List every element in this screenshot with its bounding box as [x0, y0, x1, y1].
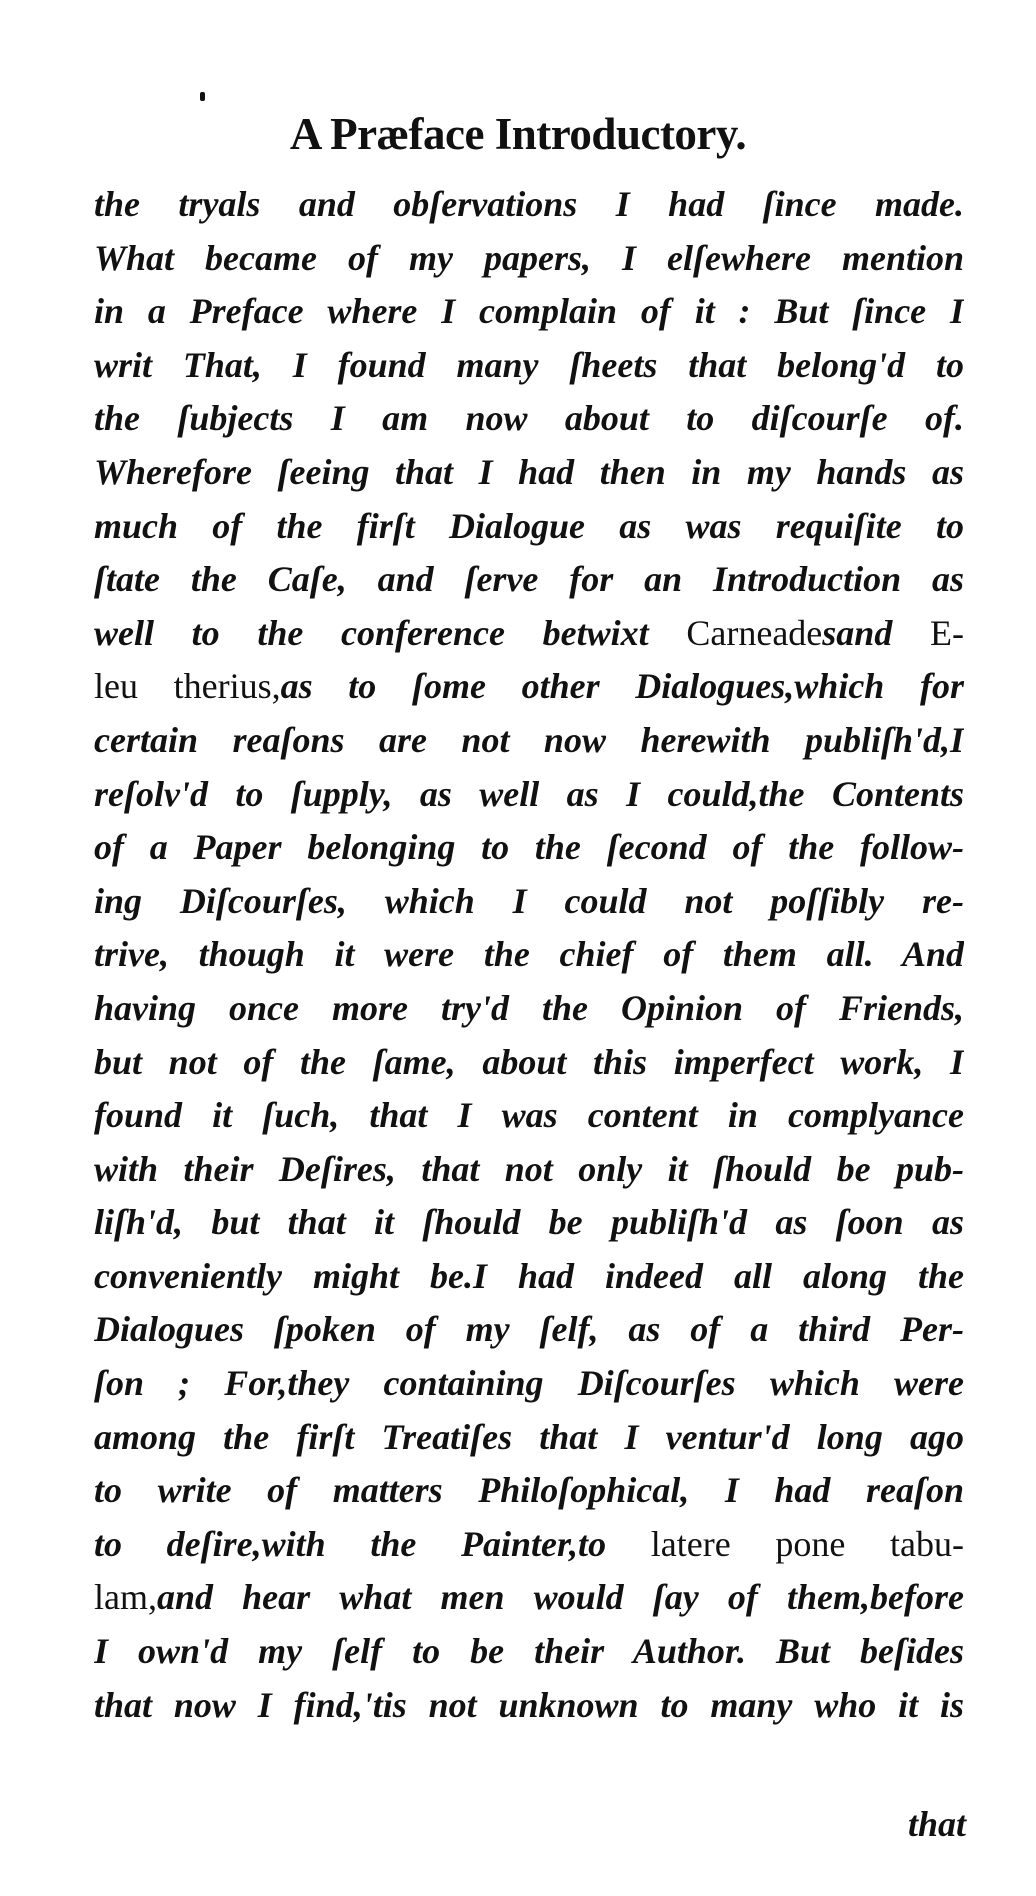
text-run: What became of my papers, I elſewhere mention — [94, 237, 964, 278]
text-run: among the firſt Treatiſes that I ventur'd long ago — [94, 1416, 964, 1457]
text-run: liſh'd, but that it ſhould be publiſh'd as ſoon as — [94, 1202, 964, 1243]
text-run: conveniently might be.I had indeed all along the — [94, 1255, 964, 1296]
text-line — [94, 607, 964, 661]
ink-speck — [200, 92, 205, 101]
text-line — [94, 1303, 964, 1357]
text-run: that now I find,'tis not unknown to many who it is — [94, 1684, 964, 1725]
text-run: ing Diſcourſes, which I could not poſſibly re- — [94, 880, 964, 921]
text-run: much of the firſt Dialogue as was requiſite to — [94, 505, 964, 546]
text-line — [94, 1411, 964, 1465]
page-header: A Præface Introductory. — [289, 109, 747, 159]
text-line — [94, 1250, 964, 1304]
text-run: reſolv'd to ſupply, as well as I could,the Contents — [94, 773, 964, 814]
text-line — [94, 392, 964, 446]
text-run: to deſire,with the Painter,to — [94, 1523, 651, 1564]
text-run: E- — [892, 612, 964, 653]
text-line — [94, 982, 964, 1036]
text-line — [94, 1464, 964, 1518]
text-run: the ſubjects I am now about to diſcourſe of. — [94, 398, 964, 439]
text-run: Wherefore ſeeing that I had then in my hands as — [94, 451, 964, 492]
text-run: well to the conference betwixt — [94, 612, 687, 653]
text-line — [94, 928, 964, 982]
catchword: that — [907, 1804, 966, 1844]
body-text — [94, 178, 964, 1732]
text-line — [94, 232, 964, 286]
text-run: and hear what men would ſay of them,before — [156, 1577, 964, 1618]
text-line — [94, 1518, 964, 1572]
text-run: to write of matters Philoſophical, I had reaſon — [94, 1470, 964, 1511]
text-line — [94, 1196, 964, 1250]
text-line — [94, 714, 964, 768]
text-line — [94, 768, 964, 822]
text-run: found it ſuch, that I was content in complyance — [94, 1095, 964, 1136]
text-run: certain reaſons are not now herewith publiſh'd,I — [94, 719, 964, 760]
text-run: ſon ; For,they containing Diſcourſes which were — [94, 1363, 964, 1404]
text-line — [94, 1143, 964, 1197]
text-line — [94, 1625, 964, 1679]
text-run: but not of the ſame, about this imperfect work, I — [94, 1041, 964, 1082]
text-run: s — [822, 612, 837, 653]
text-run: ſtate the Caſe, and ſerve for an Introduction as — [94, 559, 964, 600]
text-run: having once more try'd the Opinion of Friends, — [94, 987, 964, 1028]
text-line — [94, 500, 964, 554]
text-run: writ That, I found many ſheets that belong'd to — [94, 344, 964, 385]
text-run: in a Preface where I complain of it : But ſince I — [94, 291, 964, 332]
text-line — [94, 446, 964, 500]
text-line — [94, 821, 964, 875]
text-line — [94, 660, 964, 714]
text-line — [94, 1036, 964, 1090]
text-line — [94, 178, 964, 232]
text-run: leu therius, — [94, 666, 281, 707]
text-line — [94, 1089, 964, 1143]
text-run: Carneade — [686, 612, 823, 653]
text-line — [94, 339, 964, 393]
text-line — [94, 1679, 964, 1733]
text-line — [94, 553, 964, 607]
text-line — [94, 875, 964, 929]
text-line — [94, 285, 964, 339]
text-run: trive, though it were the chief of them all. And — [94, 934, 964, 975]
text-run: latere pone tabu- — [650, 1523, 964, 1564]
text-run: and — [836, 612, 893, 653]
text-line — [94, 1357, 964, 1411]
text-line — [94, 1571, 964, 1625]
text-run: I own'd my ſelf to be their Author. But beſides — [94, 1631, 964, 1672]
text-run: Dialogues ſpoken of my ſelf, as of a third Per- — [94, 1309, 964, 1350]
text-run: lam, — [94, 1577, 157, 1618]
text-run: the tryals and obſervations I had ſince made. — [94, 184, 964, 224]
text-run: of a Paper belonging to the ſecond of the follow- — [94, 827, 964, 868]
text-run: as to ſome other Dialogues,which for — [280, 666, 964, 707]
text-run: with their Deſires, that not only it ſhould be pub- — [94, 1148, 964, 1189]
